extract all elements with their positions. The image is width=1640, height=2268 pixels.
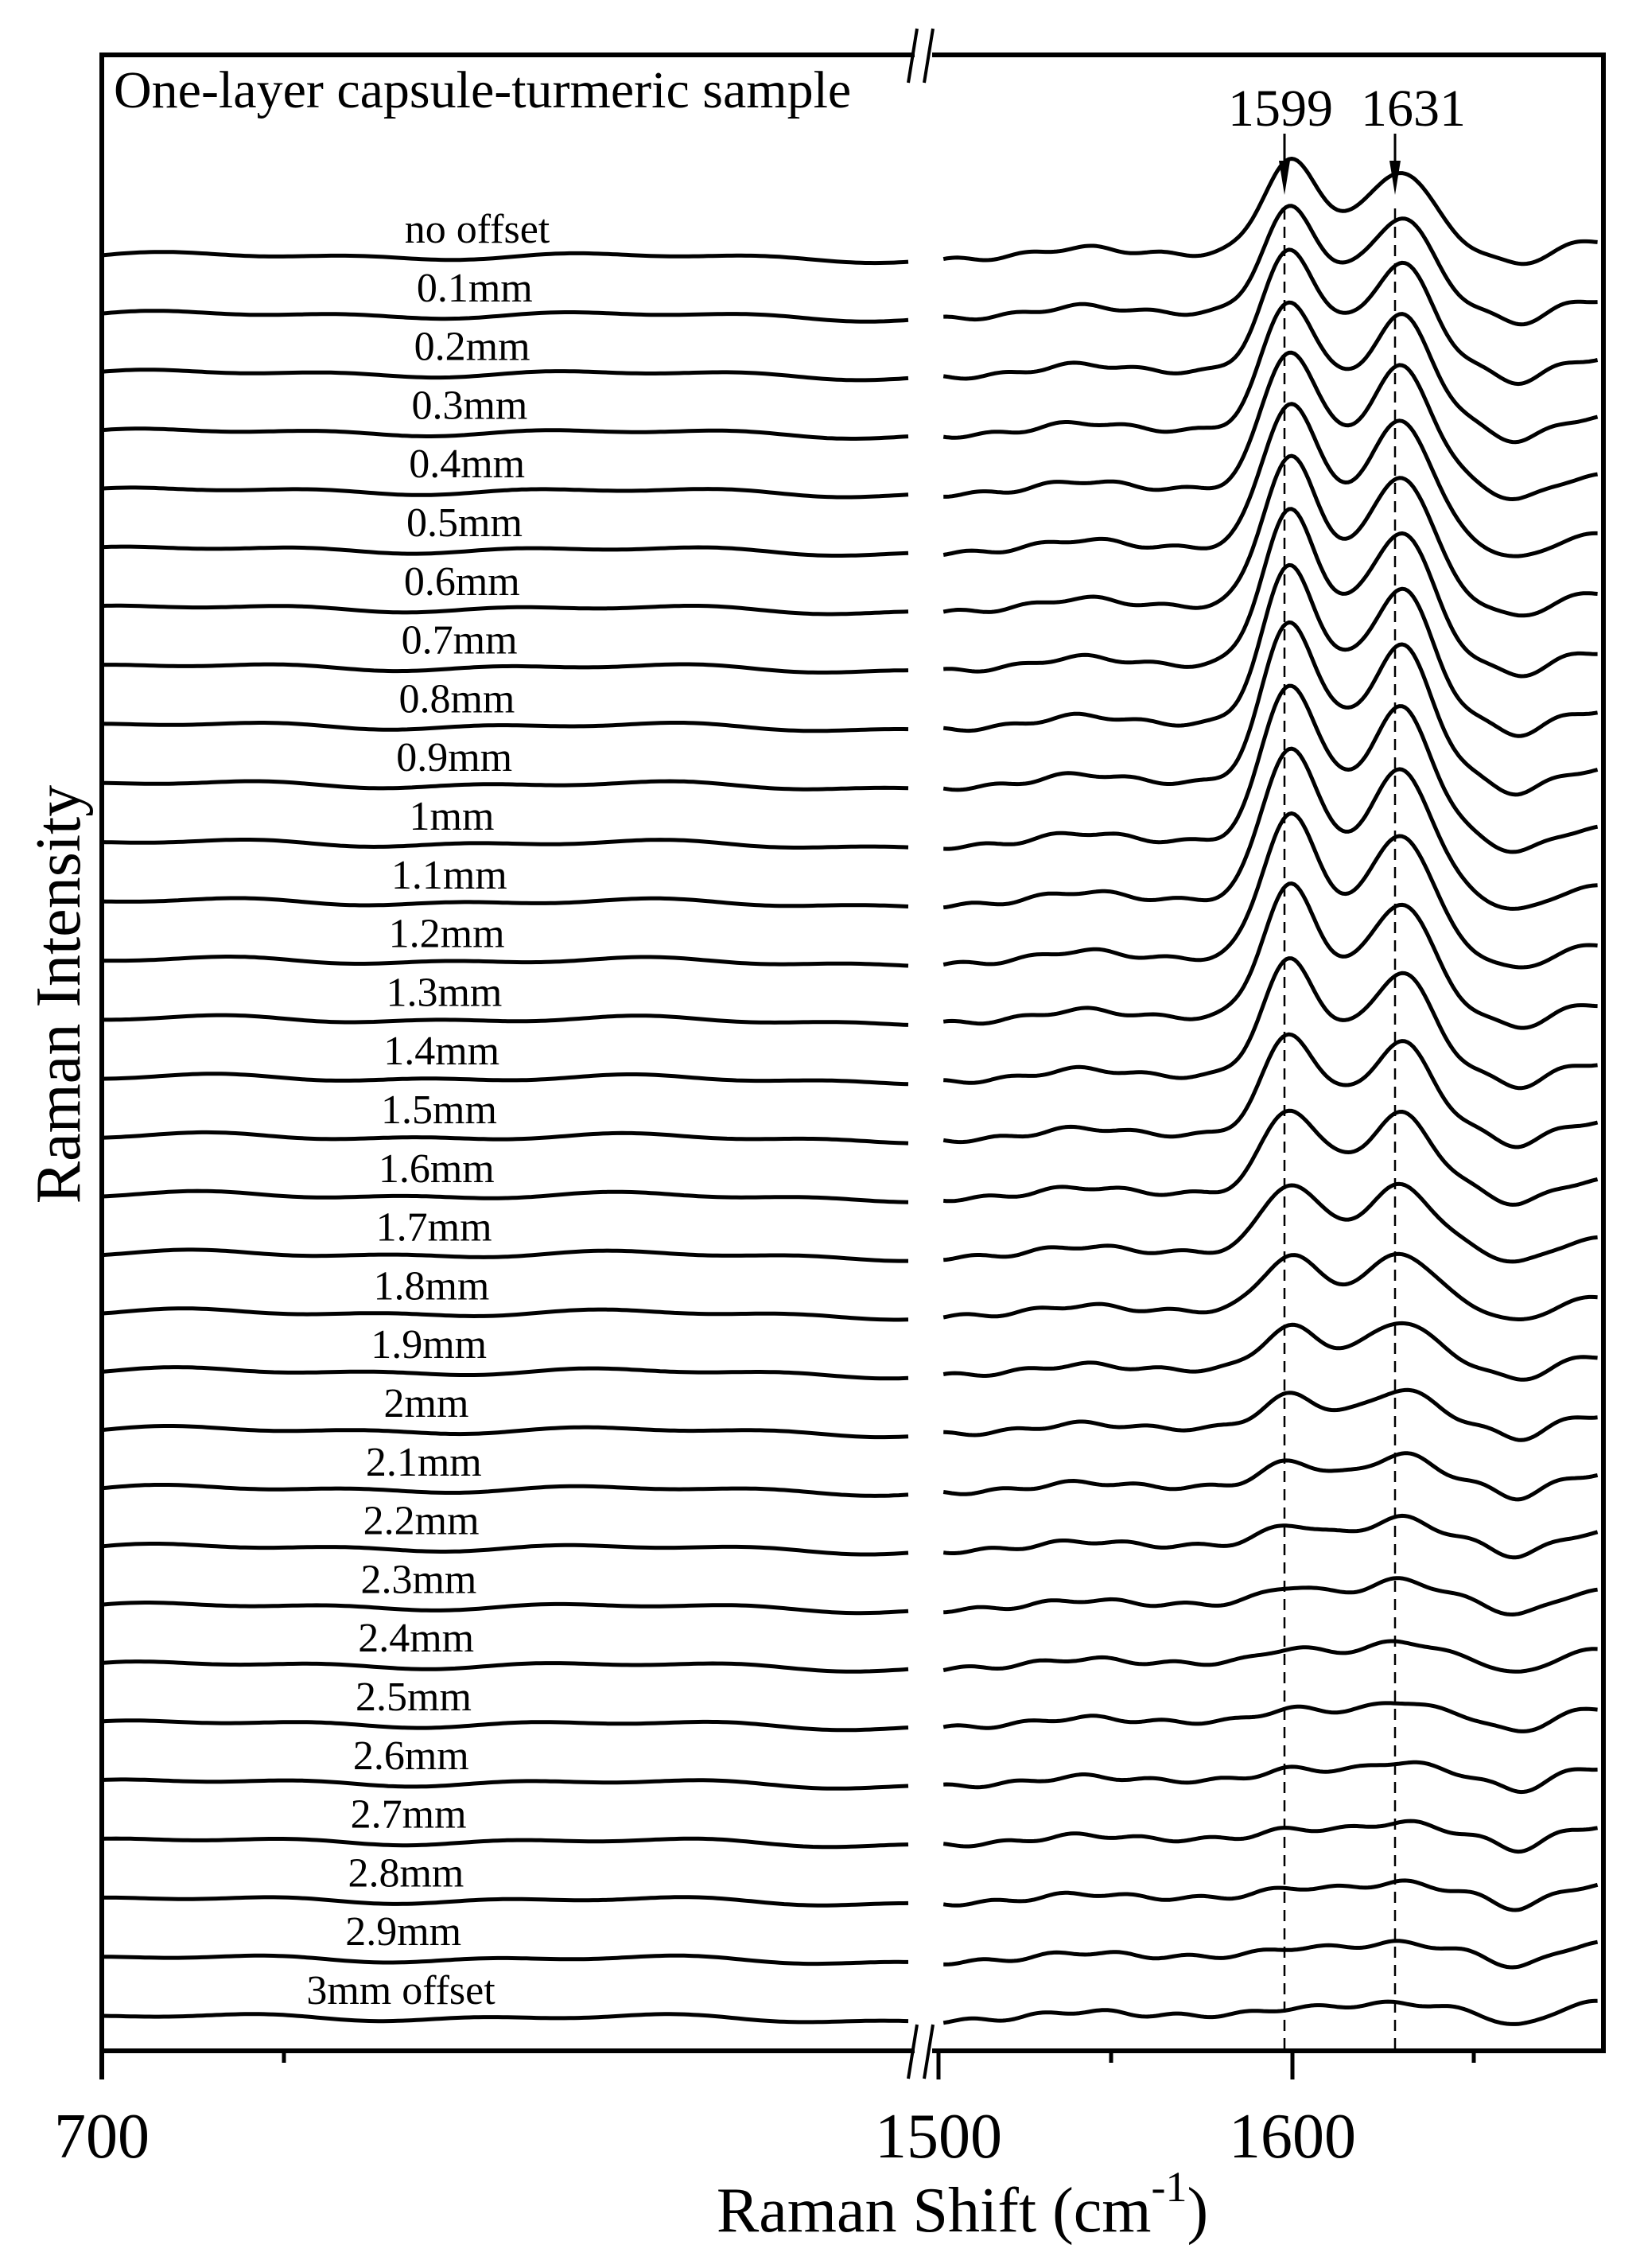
trace-left-segment	[102, 1132, 908, 1143]
trace-left-segment	[102, 488, 908, 497]
trace-label: 1.3mm	[386, 970, 503, 1016]
trace-label: 2.9mm	[345, 1909, 462, 1955]
x-tick-label: 700	[54, 2102, 150, 2172]
trace-left-segment	[102, 1838, 908, 1847]
trace-label: 0.6mm	[403, 558, 520, 605]
trace-label: 0.2mm	[414, 324, 530, 370]
trace-label: 0.1mm	[416, 265, 533, 311]
x-axis-label-main: Raman Shift (cm	[716, 2176, 1152, 2246]
trace-left-segment	[102, 1250, 908, 1261]
trace-left-segment	[102, 840, 908, 848]
trace-right-segment	[943, 1111, 1597, 1204]
y-axis-label: Raman Intensity	[24, 784, 94, 1204]
trace-left-segment	[102, 605, 908, 614]
trace-label: 2.5mm	[356, 1675, 472, 1720]
trace-label: 2.1mm	[365, 1439, 482, 1485]
trace-left-segment	[102, 1603, 908, 1613]
trace-left-segment	[102, 1191, 908, 1202]
x-axis-label-superscript: -1	[1151, 2163, 1187, 2211]
trace-left-segment	[102, 898, 908, 907]
trace-right-segment	[943, 1641, 1597, 1671]
trace-left-segment	[102, 1955, 908, 1963]
trace-label: 0.9mm	[396, 735, 513, 781]
trace-left-segment	[102, 1897, 908, 1906]
trace-label: 1.6mm	[378, 1146, 495, 1192]
trace-label: 2.4mm	[358, 1616, 475, 1662]
x-axis-label-close: )	[1187, 2176, 1209, 2246]
trace-left-segment	[102, 1544, 908, 1555]
trace-left-segment	[102, 1074, 908, 1084]
trace-right-segment	[943, 1941, 1597, 1967]
trace-left-segment	[102, 252, 908, 263]
trace-label: 2.8mm	[348, 1850, 464, 1896]
trace-label: no offset	[404, 207, 550, 252]
trace-left-segment	[102, 781, 908, 789]
peak-annotations	[1228, 80, 1466, 2051]
x-axis-label	[717, 2163, 1208, 2246]
trace-label: 2.7mm	[350, 1791, 467, 1838]
trace-label: 1.9mm	[371, 1322, 488, 1368]
trace-left-segment	[102, 1780, 908, 1788]
trace-label: 1.4mm	[383, 1029, 500, 1075]
trace-right-segment	[943, 1703, 1597, 1732]
trace-label: 0.4mm	[409, 442, 526, 488]
trace-left-segment	[102, 1662, 908, 1672]
trace-label: 1.1mm	[391, 852, 507, 898]
trace-right-segment	[943, 959, 1597, 1088]
trace-left-segment	[102, 1721, 908, 1730]
trace-label: 0.5mm	[406, 500, 523, 546]
trace-right-segment	[943, 1254, 1597, 1319]
peak-label: 1599	[1228, 80, 1333, 138]
trace-label: 2.6mm	[352, 1733, 469, 1779]
trace-left-segment	[102, 547, 908, 555]
trace-left-segment	[102, 723, 908, 731]
trace-label: 1mm	[409, 794, 495, 839]
trace-label: 1.2mm	[388, 911, 505, 957]
trace-label: 0.7mm	[401, 617, 518, 663]
trace-left-segment	[102, 370, 908, 380]
chart-title: One-layer capsule-turmeric sample	[114, 61, 852, 119]
trace-label: 3mm offset	[306, 1968, 495, 2013]
trace-left-segment	[102, 1367, 908, 1379]
trace-label: 1.7mm	[375, 1204, 492, 1251]
peak-label: 1631	[1361, 80, 1466, 138]
trace-right-segment	[943, 456, 1597, 616]
x-tick-label: 1500	[875, 2102, 1002, 2172]
spectra-traces	[102, 159, 1598, 2025]
trace-right-segment	[943, 2001, 1597, 2024]
trace-label: 2.2mm	[363, 1498, 480, 1544]
trace-labels	[306, 207, 550, 2013]
trace-label: 2.3mm	[360, 1557, 477, 1603]
trace-right-segment	[943, 622, 1597, 795]
trace-right-segment	[943, 1323, 1597, 1379]
trace-right-segment	[943, 1821, 1597, 1852]
trace-left-segment	[102, 1309, 908, 1320]
trace-right-segment	[943, 1762, 1597, 1791]
x-tick-label: 1600	[1229, 2102, 1356, 2172]
trace-left-segment	[102, 1485, 908, 1496]
trace-left-segment	[102, 429, 908, 439]
trace-right-segment	[943, 686, 1597, 852]
trace-left-segment	[102, 2014, 908, 2022]
trace-left-segment	[102, 1015, 908, 1025]
trace-label: 0.8mm	[398, 676, 515, 722]
trace-label: 1.5mm	[381, 1087, 497, 1133]
trace-right-segment	[943, 1515, 1597, 1557]
trace-left-segment	[102, 311, 908, 322]
arrow-down-icon	[1279, 161, 1290, 195]
trace-right-segment	[943, 1184, 1597, 1262]
trace-label: 2mm	[383, 1381, 469, 1426]
trace-label: 0.3mm	[411, 383, 528, 429]
trace-left-segment	[102, 1426, 908, 1437]
trace-right-segment	[943, 1390, 1597, 1440]
trace-right-segment	[943, 1453, 1597, 1500]
trace-right-segment	[943, 1881, 1597, 1910]
trace-right-segment	[943, 1578, 1597, 1615]
trace-left-segment	[102, 957, 908, 967]
trace-right-segment	[943, 749, 1597, 908]
trace-right-segment	[943, 159, 1597, 264]
trace-label: 1.8mm	[373, 1263, 490, 1309]
trace-right-segment	[943, 206, 1597, 325]
trace-left-segment	[102, 664, 908, 672]
